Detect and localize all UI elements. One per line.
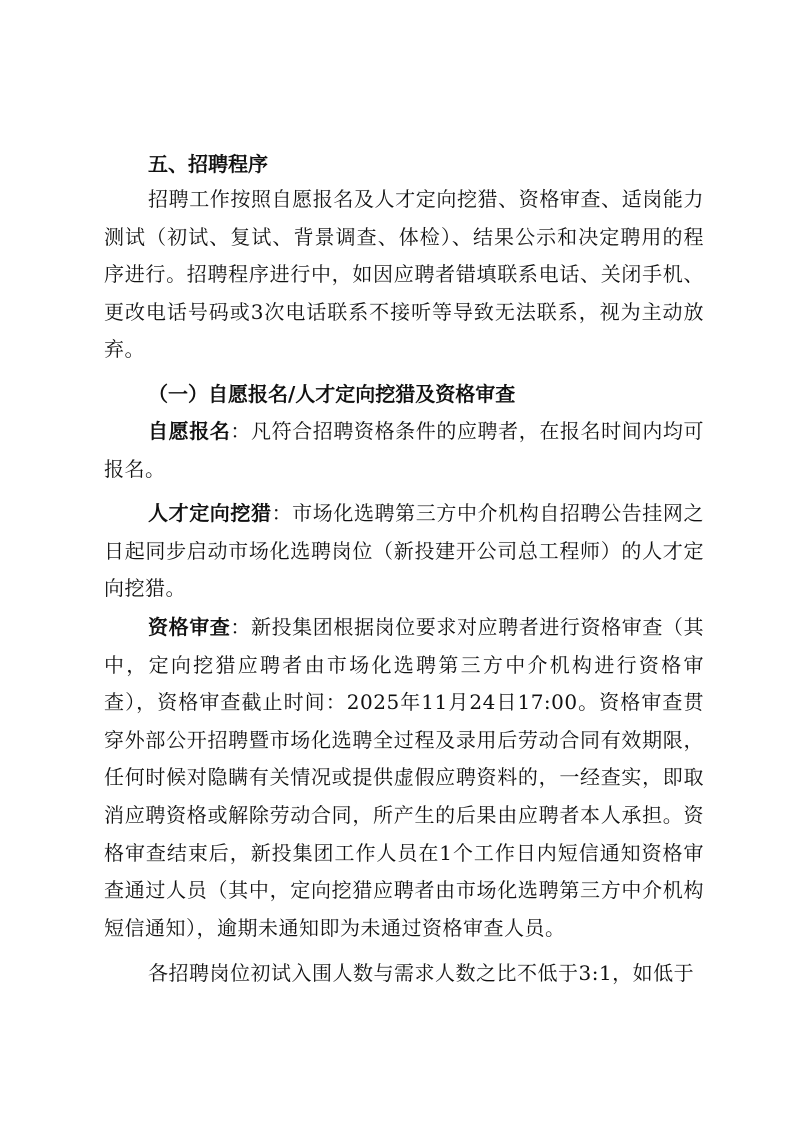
self-apply-text: ：凡符合招聘资格条件的应聘者，在报名时间内均可报名。 bbox=[104, 419, 705, 481]
review-text: ：新投集团根据岗位要求对应聘者进行资格审查（其中，定向挖猎应聘者由市场化选聘第三方中介机构进行资格审查），资格审查截止时间：2025年11月24日17:00。资格审查贯穿外部公开招聘暨市场化选聘全过程及录用后劳动合同有效期限，任何时候对隐瞒有关情况或提供虚假应聘资料的，一经查实，即取消应聘资格或解除劳动合同，所产生的后果由应聘者本人承担。资格审查结束后，新投集团工作人员在1个工作日内短信通知资格审查通过人员（其中，定向挖猎应聘者由市场化选聘第三方中介机构短信通知），逾期未通知即为未通过资格审查人员。 bbox=[104, 615, 705, 940]
section-heading: 五、招聘程序 bbox=[148, 152, 268, 176]
self-apply-lead: 自愿报名 bbox=[148, 419, 231, 443]
review-lead: 资格审查 bbox=[148, 615, 231, 639]
sub-heading: （一）自愿报名/人才定向挖猎及资格审查 bbox=[148, 382, 516, 406]
self-apply-paragraph bbox=[104, 413, 704, 488]
ratio-paragraph: 各招聘岗位初试入围人数与需求人数之比不低于3:1，如低于 bbox=[148, 961, 695, 985]
headhunt-paragraph bbox=[104, 495, 704, 608]
review-paragraph bbox=[104, 609, 704, 947]
headhunt-lead: 人才定向挖猎 bbox=[148, 501, 272, 525]
procedure-paragraph: 招聘工作按照自愿报名及人才定向挖猎、资格审查、适岗能力测试（初试、复试、背景调查、体检）、结果公示和决定聘用的程序进行。招聘程序进行中，如因应聘者错填联系电话、关闭手机、更改电话号码或3次电话联系不接听等导致无法联系，视为主动放弃。 bbox=[104, 187, 704, 362]
headhunt-text: ：市场化选聘第三方中介机构自招聘公告挂网之日起同步启动市场化选聘岗位（新投建开公司总工程师）的人才定向挖猎。 bbox=[104, 501, 705, 601]
